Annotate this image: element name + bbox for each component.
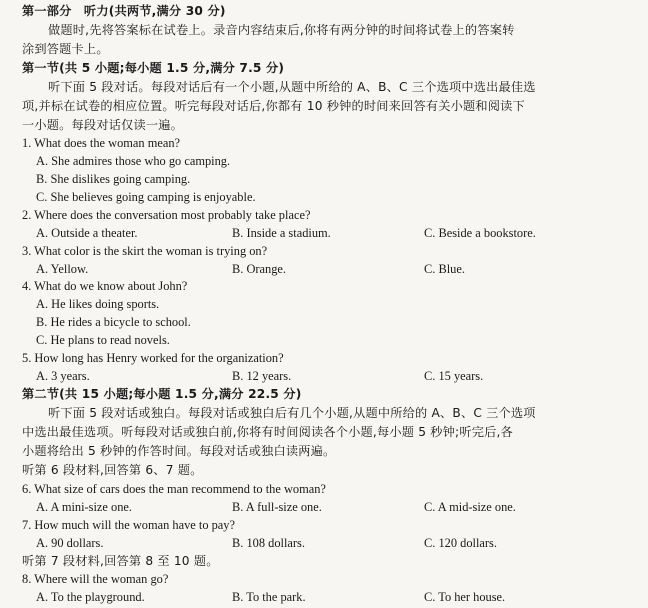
question-stem: 6. What size of cars does the man recommend to the woman?: [22, 482, 326, 496]
section2-intro-line3: 小题将给出 5 秒钟的作答时间。每段对话或独白读两遍。: [22, 444, 336, 458]
answer-option[interactable]: B. 12 years.: [232, 369, 292, 383]
answer-option[interactable]: A. Outside a theater.: [36, 226, 138, 240]
answer-option[interactable]: B. Inside a stadium.: [232, 226, 331, 240]
answer-option[interactable]: A. He likes doing sports.: [36, 297, 160, 311]
section1-intro-line1: 听下面 5 段对话。每段对话后有一个小题,从题中所给的 A、B、C 三个选项中选出最佳选: [48, 80, 536, 94]
material-7-instruction: 听第 7 段材料,回答第 8 至 10 题。: [22, 554, 219, 568]
answer-option[interactable]: B. She dislikes going camping.: [36, 172, 191, 186]
answer-option[interactable]: B. To the park.: [232, 590, 306, 604]
section1-intro-line3: 一小题。每段对话仅读一遍。: [22, 118, 184, 132]
part1-heading: 第一部分 听力(共两节,满分 30 分): [22, 4, 226, 18]
answer-option[interactable]: C. He plans to read novels.: [36, 333, 170, 347]
question-stem: 2. Where does the conversation most probably take place?: [22, 208, 311, 222]
answer-option[interactable]: A. 90 dollars.: [36, 536, 104, 550]
material-6-instruction: 听第 6 段材料,回答第 6、7 题。: [22, 463, 203, 477]
options-row: [0, 534, 648, 552]
answer-option[interactable]: A. She admires those who go camping.: [36, 154, 231, 168]
section2-heading: 第二节(共 15 小题;每小题 1.5 分,满分 22.5 分): [22, 387, 302, 401]
section2-intro-line2: 中选出最佳选项。听每段对话或独白前,你将有时间阅读各个小题,每小题 5 秒钟;听完后,各: [22, 425, 513, 439]
question-stem: 1. What does the woman mean?: [22, 136, 181, 150]
answer-option[interactable]: A. To the playground.: [36, 590, 145, 604]
options-row: [0, 498, 648, 516]
answer-option[interactable]: A. 3 years.: [36, 369, 90, 383]
part1-intro-line1: 做题时,先将答案标在试卷上。录音内容结束后,你将有两分钟的时间将试卷上的答案转: [48, 23, 515, 37]
options-row: [0, 224, 648, 242]
answer-option[interactable]: C. To her house.: [424, 590, 506, 604]
answer-option[interactable]: C. 120 dollars.: [424, 536, 497, 550]
question-stem: 3. What color is the skirt the woman is trying on?: [22, 244, 268, 258]
options-row: [0, 260, 648, 278]
section2-intro-line1: 听下面 5 段对话或独白。每段对话或独白后有几个小题,从题中所给的 A、B、C 三个选项: [48, 406, 536, 420]
section1-intro-line2: 项,并标在试卷的相应位置。听完每段对话后,你都有 10 秒钟的时间来回答有关小题和阅读下: [22, 99, 525, 113]
question-stem: 7. How much will the woman have to pay?: [22, 518, 236, 532]
answer-option[interactable]: B. Orange.: [232, 262, 287, 276]
question-stem: 8. Where will the woman go?: [22, 572, 169, 586]
answer-option[interactable]: B. A full-size one.: [232, 500, 322, 514]
answer-option[interactable]: C. Blue.: [424, 262, 465, 276]
options-row: [0, 588, 648, 606]
answer-option[interactable]: C. Beside a bookstore.: [424, 226, 536, 240]
options-row: [0, 367, 648, 385]
answer-option[interactable]: C. A mid-size one.: [424, 500, 516, 514]
answer-option[interactable]: A. A mini-size one.: [36, 500, 133, 514]
question-stem: 5. How long has Henry worked for the organization?: [22, 351, 284, 365]
part1-intro-line2: 涂到答题卡上。: [22, 42, 109, 56]
answer-option[interactable]: B. 108 dollars.: [232, 536, 305, 550]
answer-option[interactable]: A. Yellow.: [36, 262, 89, 276]
question-stem: 4. What do we know about John?: [22, 279, 188, 293]
section1-heading: 第一节(共 5 小题;每小题 1.5 分,满分 7.5 分): [22, 61, 285, 75]
answer-option[interactable]: B. He rides a bicycle to school.: [36, 315, 191, 329]
answer-option[interactable]: C. 15 years.: [424, 369, 484, 383]
answer-option[interactable]: C. She believes going camping is enjoyable.: [36, 190, 256, 204]
